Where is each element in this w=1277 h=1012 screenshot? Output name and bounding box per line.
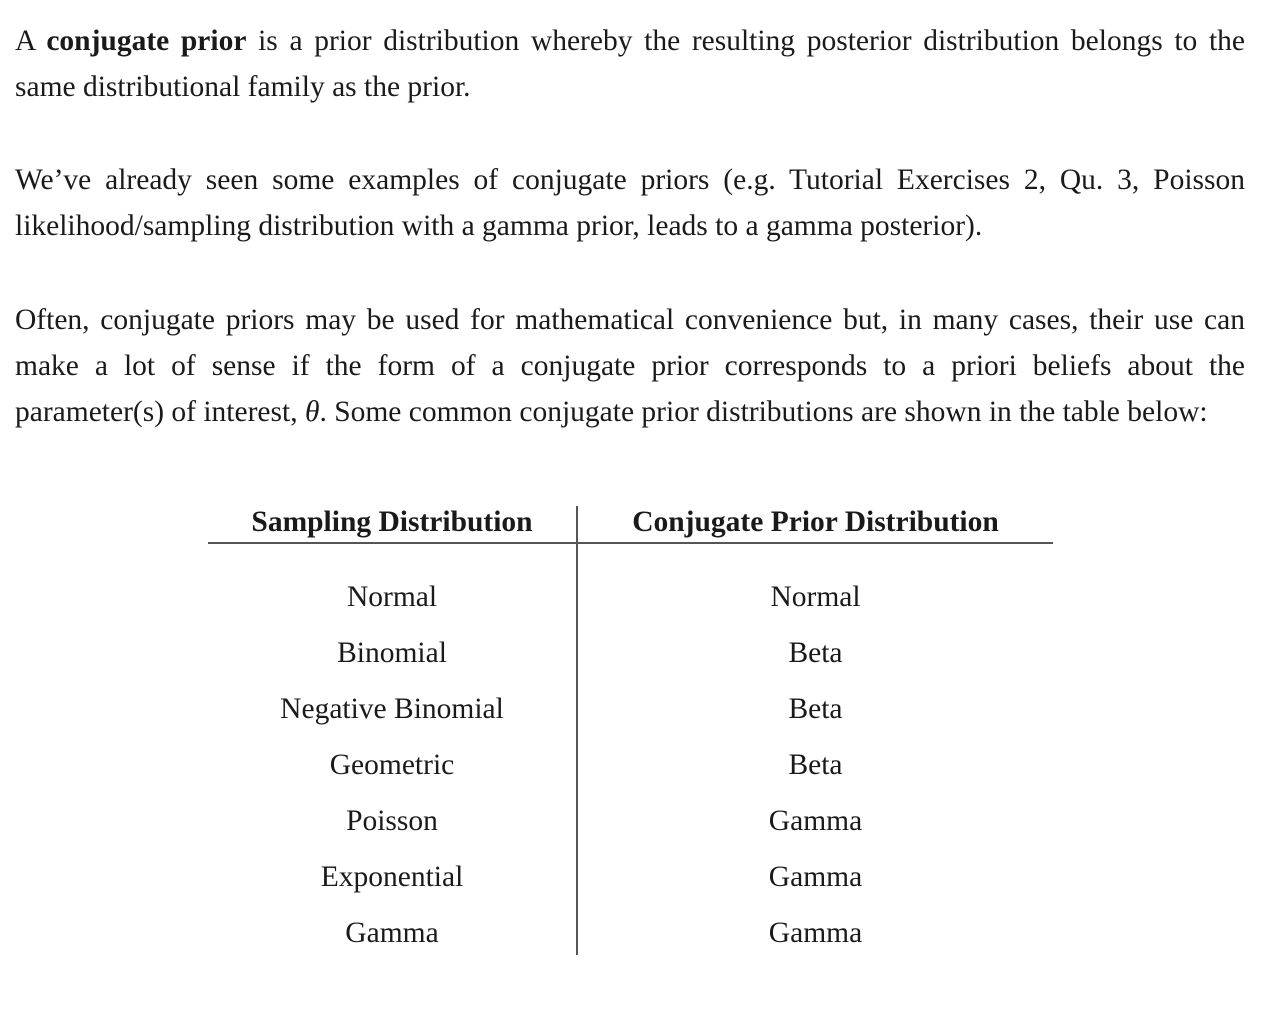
usage-paragraph xyxy=(15,297,1245,435)
table-row xyxy=(208,625,1053,681)
usage-text-after: . Some common conjugate prior distributions are shown in the table below: xyxy=(319,396,1208,428)
intro-lead: A xyxy=(15,25,47,57)
prior-cell: Beta xyxy=(788,749,843,781)
usage-text-before: Often, conjugate priors may be used for mathematical convenience but, in many cases, their use can make a lot of sense if the form of a conjugate prior corresponds to a priori beliefs about the parameter(s) of interest, xyxy=(15,304,1245,428)
table-row xyxy=(208,569,1053,625)
table-row xyxy=(208,905,1053,961)
conjugate-prior-table xyxy=(208,506,1053,956)
table-row xyxy=(208,681,1053,737)
examples-paragraph: We’ve already seen some examples of conjugate priors (e.g. Tutorial Exercises 2, Qu. 3, Poisson likelihood/sampling distribution with a gamma prior, leads to a gamma posterior). xyxy=(15,164,1245,242)
sampling-cell: Exponential xyxy=(320,861,464,893)
intro-paragraph xyxy=(15,18,1245,110)
theta-symbol: θ xyxy=(304,396,320,428)
header-sampling-distribution: Sampling Distribution xyxy=(251,506,533,538)
sampling-cell: Normal xyxy=(346,581,438,613)
header-rule xyxy=(208,542,1053,544)
prior-cell: Gamma xyxy=(768,917,863,949)
table-row xyxy=(208,737,1053,793)
prior-cell: Beta xyxy=(788,693,843,725)
prior-cell: Beta xyxy=(788,637,843,669)
term-conjugate-prior: conjugate prior xyxy=(46,25,247,57)
sampling-cell: Poisson xyxy=(346,805,438,837)
table-row xyxy=(208,793,1053,849)
sampling-cell: Binomial xyxy=(337,637,447,669)
prior-cell: Normal xyxy=(770,581,861,613)
intro-rest: is a prior distribution whereby the resulting posterior distribution belongs to the same distributional family as the prior. xyxy=(15,25,1246,103)
sampling-cell: Gamma xyxy=(345,917,439,949)
prior-cell: Gamma xyxy=(768,861,863,893)
prior-cell: Gamma xyxy=(768,805,863,837)
table-row xyxy=(208,849,1053,905)
sampling-cell: Geometric xyxy=(329,749,455,781)
sampling-cell: Negative Binomial xyxy=(280,693,504,725)
header-conjugate-prior-distribution: Conjugate Prior Distribution xyxy=(632,506,999,538)
